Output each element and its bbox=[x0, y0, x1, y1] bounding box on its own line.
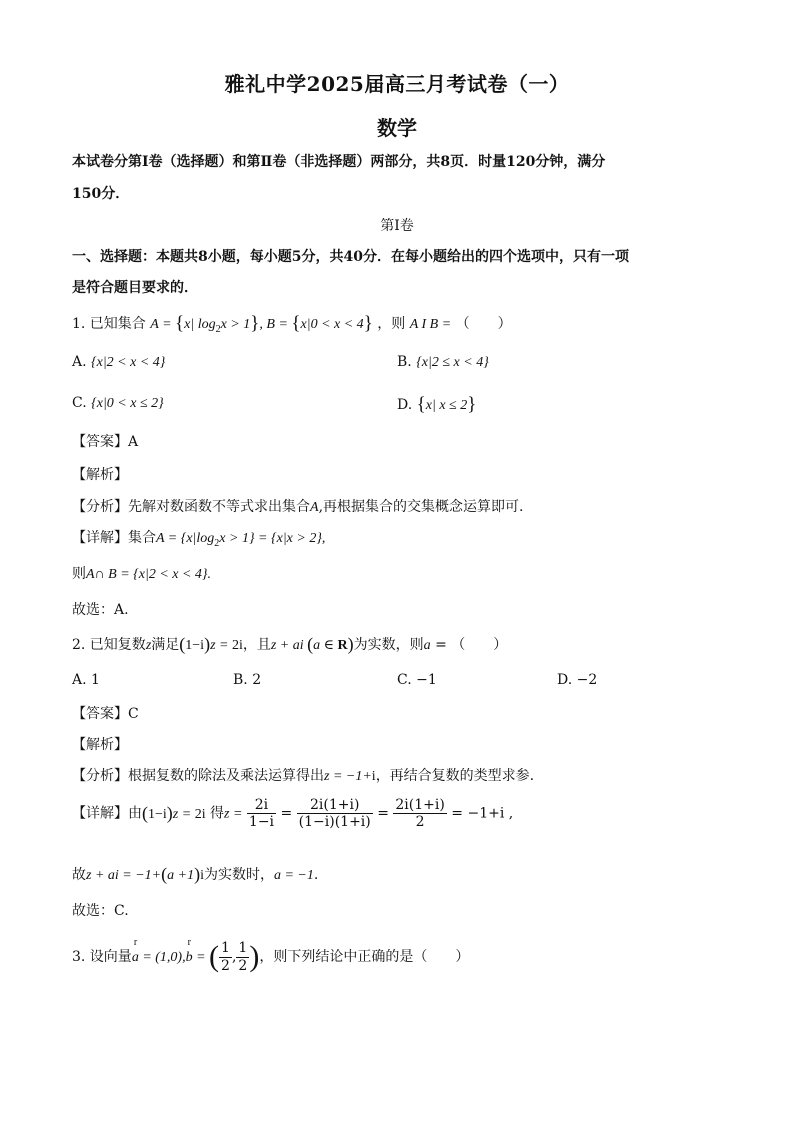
q3-stem: 3. 设向量r a = (1,0),r b = ( $\frac{1}{2}$ , $\frac{1}{2}$ )，则下列结论中正确的是（ ） bbox=[72, 940, 469, 974]
q1-choice: 故选：A. bbox=[72, 602, 129, 618]
q1-option-d: D. {x| x ≤ 2} bbox=[397, 394, 477, 415]
q2-answer: 【答案】C bbox=[72, 706, 139, 722]
intro-line-1: 本试卷分第Ⅰ卷（选择题）和第Ⅱ卷（非选择题）两部分，共8页．时量120分钟，满分 bbox=[72, 154, 606, 170]
q1-xiangjie: 【详解】集合$A = \{x|\log_2x > 1\} = \{x|x > 2\}$, bbox=[72, 530, 326, 549]
q2-conclusion: 故z + ai = −1+(a +1)i为实数时，a = −1. bbox=[72, 864, 319, 884]
q1-answer: 【答案】A bbox=[72, 434, 139, 450]
q2-option-b: B. 2 bbox=[233, 672, 262, 688]
q1-stem-suffix: ，则 bbox=[377, 316, 406, 332]
q1-result: 则A∩ B = {x|2 < x < 4}. bbox=[72, 566, 212, 582]
q1-fenxi: 【分析】先解对数函数不等式求出集合A,再根据集合的交集概念运算即可. bbox=[72, 499, 524, 515]
q1-stem bbox=[72, 313, 512, 335]
q1-blank: （ ） bbox=[455, 316, 512, 332]
intro-line-2: 150分． bbox=[72, 186, 130, 202]
exam-title: 雅礼中学2025届高三月考试卷（一） bbox=[224, 72, 570, 96]
q2-analysis-label: 【解析】 bbox=[72, 737, 128, 753]
q1-sets-formula: A = {x| $\log_2x > 1$}, B = {x|0 < x < 4} bbox=[150, 313, 373, 335]
q2-option-a: A. 1 bbox=[72, 672, 100, 688]
q2-fenxi: 【分析】根据复数的除法及乘法运算得出z = −1+i，再结合复数的类型求参. bbox=[72, 768, 535, 784]
q1-stem-prefix: 1. 已知集合 bbox=[72, 316, 146, 332]
q1-option-c: C. {x|0 < x ≤ 2} bbox=[72, 395, 164, 411]
volume-heading: 第Ⅰ卷 bbox=[380, 218, 414, 234]
q1-option-b: B. {x|2 ≤ x < 4} bbox=[397, 354, 489, 370]
q2-stem: 2. 已知复数z满足(1−i)z = 2i，且z + ai (a ∈ R)为实数，则a = （ ） bbox=[72, 634, 508, 654]
q2-choice: 故选：C. bbox=[72, 903, 129, 919]
q1-analysis-label: 【解析】 bbox=[72, 467, 128, 483]
q2-option-c: C. −1 bbox=[397, 672, 437, 688]
subject-title: 数学 bbox=[377, 116, 417, 140]
section-line-1: 一、选择题：本题共8小题，每小题5分，共40分．在每小题给出的四个选项中，只有一项 bbox=[72, 249, 629, 265]
q1-intersection-formula: A I B = bbox=[409, 317, 452, 332]
section-line-2: 是符合题目要求的． bbox=[72, 280, 198, 296]
q1-option-a: A. {x|2 < x < 4} bbox=[72, 354, 166, 370]
q2-option-d: D. −2 bbox=[557, 672, 598, 688]
q2-xiangjie: 【详解】由(1−i)z = 2i 得z = $\frac{2i}{1-i}$ = $\frac{2i(1+i)}{(1-i)(1+i)}$ = $\frac{2i(1+i)}{2}$ = −1+i , bbox=[72, 797, 514, 831]
